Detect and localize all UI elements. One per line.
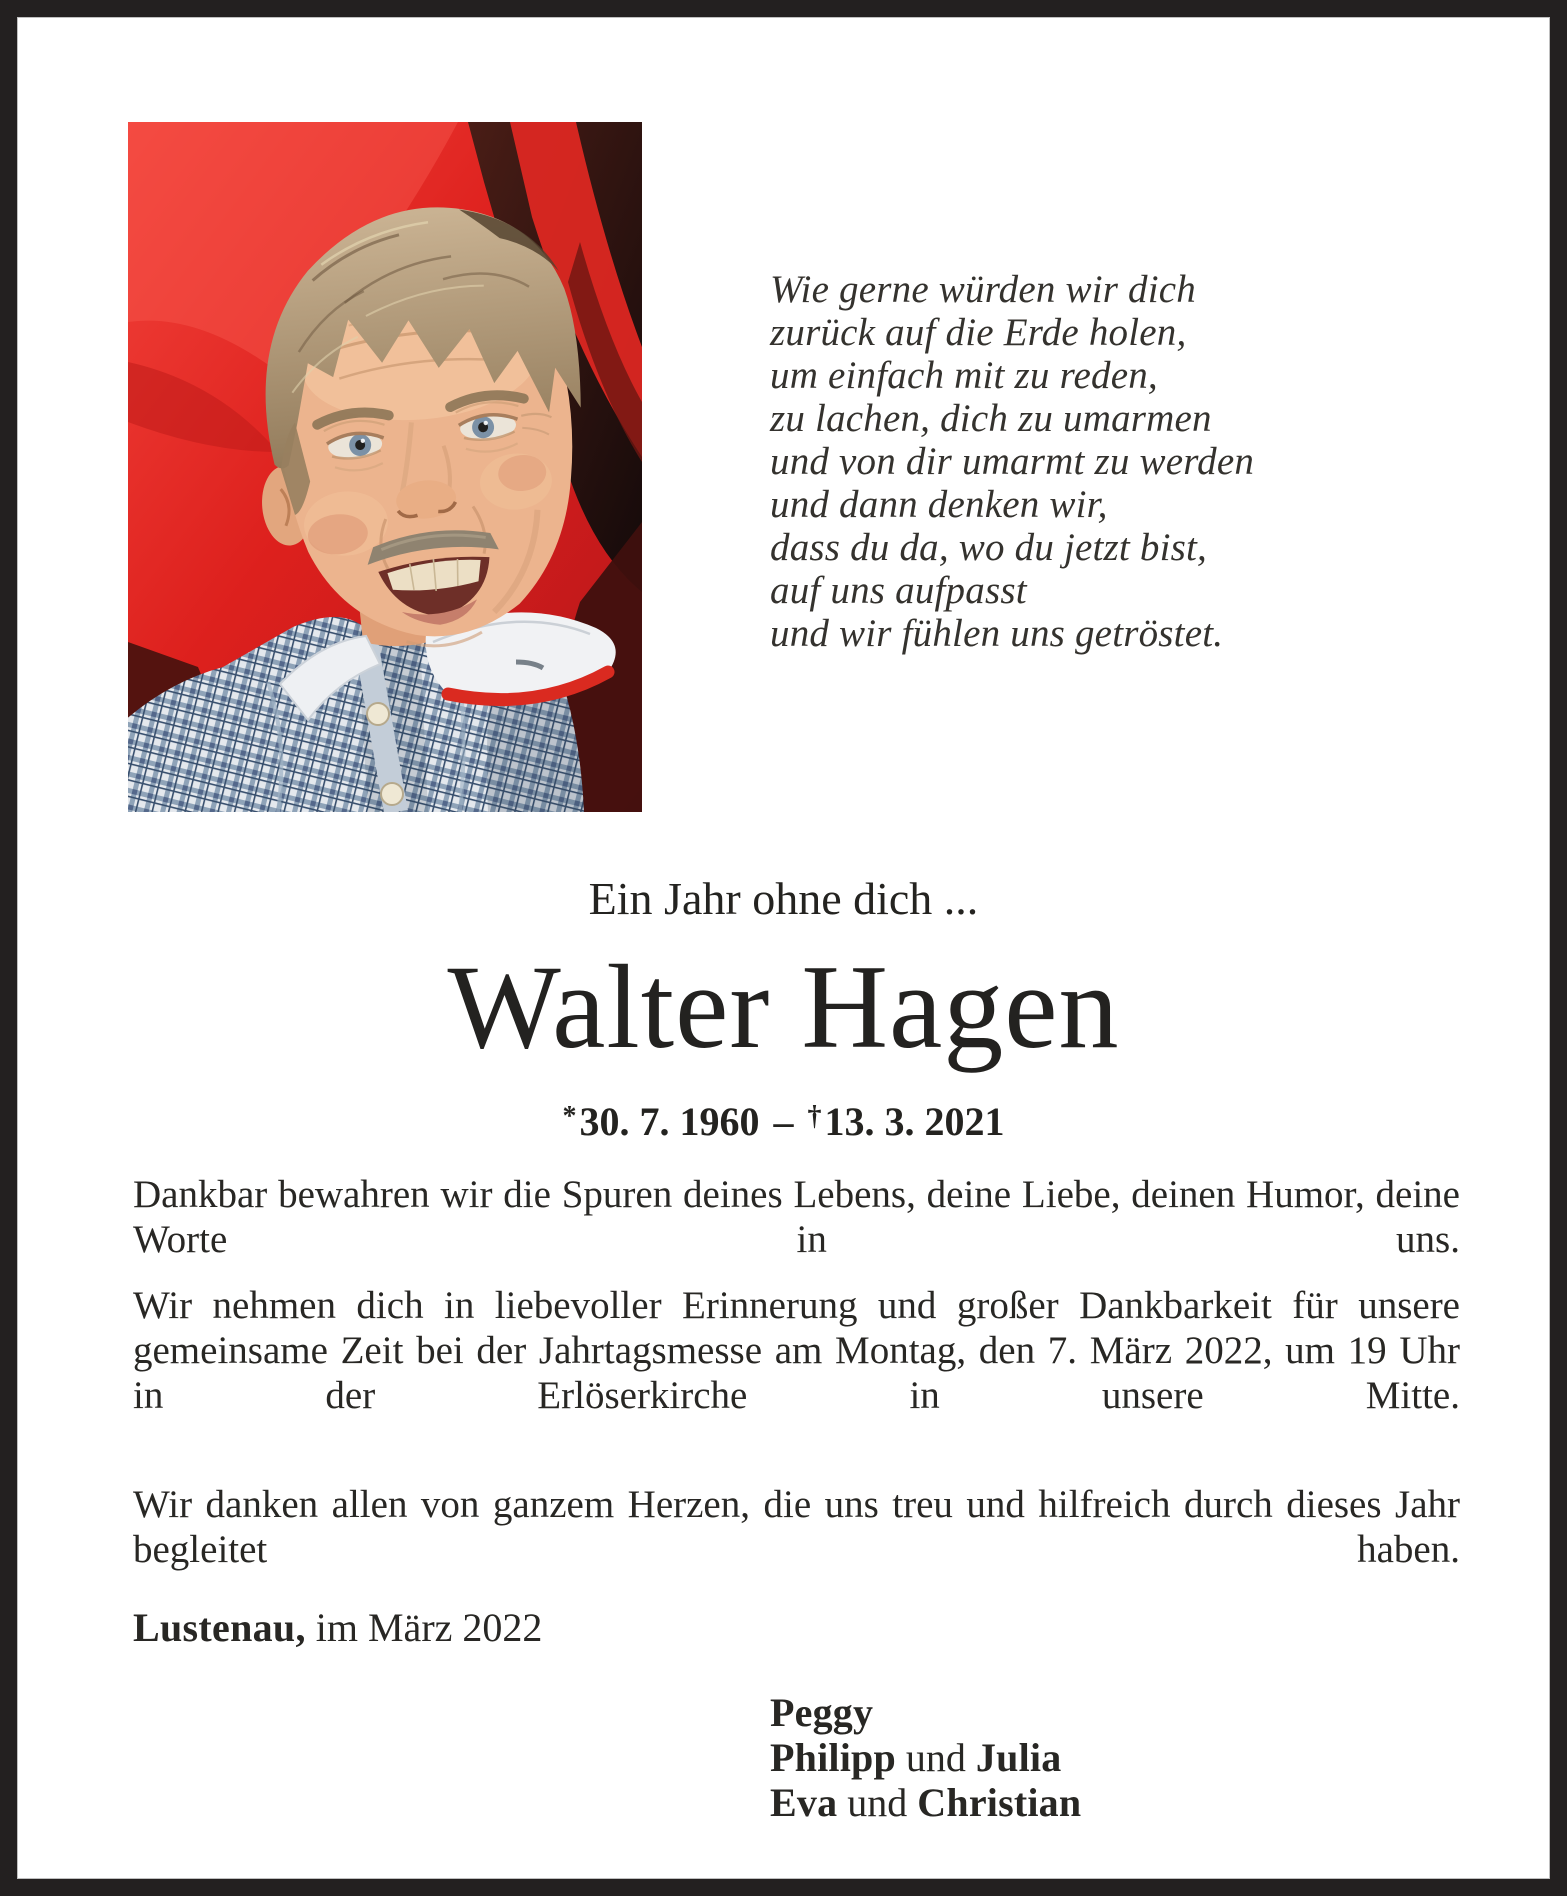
memorial-poem — [770, 268, 1254, 655]
birth-date: 30. 7. 1960 — [579, 1099, 760, 1144]
signature-name: Julia — [975, 1735, 1062, 1780]
family-signatures — [770, 1690, 1081, 1825]
paragraph-thanks: Wir danken allen von ganzem Herzen, die uns treu und hilfreich durch dieses Jahr begleitet haben. — [133, 1483, 1460, 1571]
deceased-name: Walter Hagen — [447, 940, 1120, 1073]
place-name: Lustenau, — [133, 1605, 306, 1650]
poem-line: zu lachen, dich zu umarmen — [770, 397, 1212, 440]
death-dagger-symbol: † — [807, 1101, 822, 1132]
poem-line: Wie gerne würden wir dich — [770, 268, 1197, 311]
signature-line — [770, 1735, 1081, 1780]
place-date-line — [133, 1604, 542, 1651]
birth-star-symbol: * — [562, 1101, 577, 1132]
signature-name: Peggy — [770, 1690, 874, 1735]
poem-line: und von dir umarmt zu werden — [770, 440, 1255, 483]
poem-line: und dann denken wir, — [770, 483, 1108, 526]
month-year: im März 2022 — [315, 1605, 543, 1650]
portrait-illustration — [128, 122, 642, 812]
poem-line: auf uns aufpasst — [770, 569, 1027, 612]
poem-line: um einfach mit zu reden, — [770, 354, 1158, 397]
poem-line: dass du da, wo du jetzt bist, — [770, 526, 1208, 569]
death-date: 13. 3. 2021 — [824, 1099, 1005, 1144]
anniversary-subtitle: Ein Jahr ohne dich ... — [588, 873, 979, 924]
poem-line: und wir fühlen uns getröstet. — [770, 612, 1224, 655]
poem-line: zurück auf die Erde holen, — [770, 311, 1187, 354]
birth-death-dates — [0, 1098, 1567, 1145]
signature-conjunction: und — [847, 1780, 908, 1825]
signature-name: Eva — [770, 1780, 838, 1825]
memorial-portrait-photo — [128, 122, 642, 812]
signature-name: Christian — [917, 1780, 1082, 1825]
date-separator: – — [773, 1099, 794, 1144]
signature-conjunction: und — [905, 1735, 966, 1780]
signature-name: Philipp — [770, 1735, 896, 1780]
paragraph-remembrance: Dankbar bewahren wir die Spuren deines Lebens, deine Liebe, deinen Humor, deine Worte in uns. — [133, 1173, 1460, 1261]
signature-line — [770, 1780, 1081, 1825]
signature-line — [770, 1690, 1081, 1735]
paragraph-memorial-mass: Wir nehmen dich in liebevoller Erinnerung und großer Dankbarkeit für unsere gemeinsame Zeit bei der Jahrtagsmesse am Montag, den 7. März 2022, um 19 Uhr in der Erlöserkirche in unsere Mitte. — [133, 1284, 1460, 1417]
